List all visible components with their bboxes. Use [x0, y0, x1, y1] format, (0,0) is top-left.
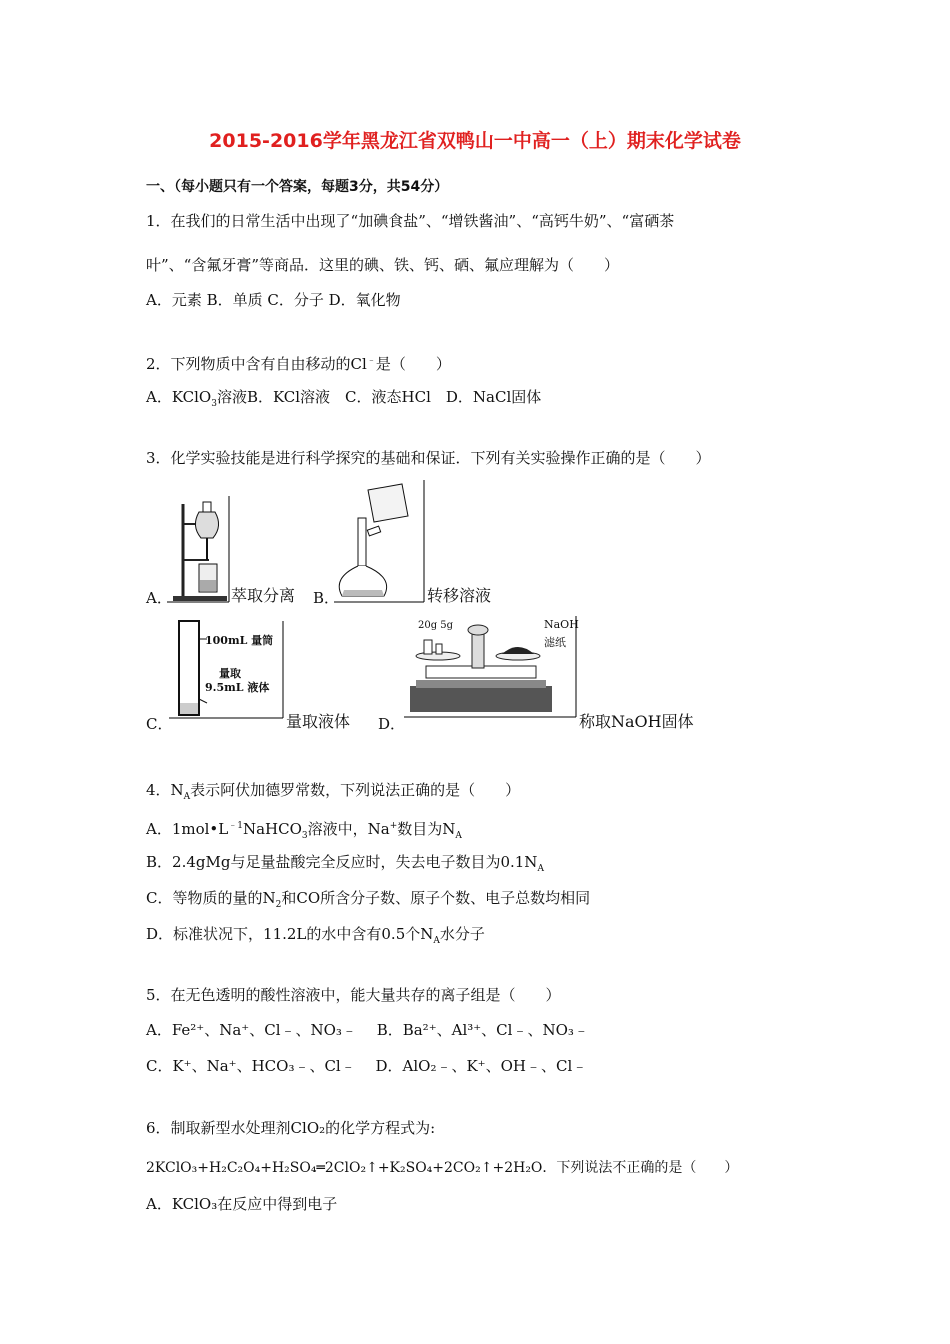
q3-option-c-text: 量取液体 — [286, 712, 351, 731]
balance-filter-paper-label: 滤纸 — [544, 636, 566, 649]
q3-stem: 3．化学实验技能是进行科学探究的基础和保证．下列有关实验操作正确的是（ ） — [146, 449, 711, 467]
section-heading: 一、（每小题只有一个答案，每题3分，共54分） — [146, 179, 449, 195]
q5-options-cd: C．K⁺、Na⁺、HCO₃﹣、Cl﹣ D．AlO₂﹣、K⁺、OH﹣、Cl﹣ — [146, 1057, 588, 1075]
q4-option-c: C．等物质的量的$N_2$和CO所含分子数、原子个数、电子总数均相同 — [146, 889, 591, 910]
q3-option-a-text: 萃取分离 — [231, 586, 296, 605]
balance-figure — [402, 614, 578, 718]
q1-stem-line1: 1．在我们的日常生活中出现了“加碘食盐”、“增铁酱油”、“高钙牛奶”、“富硒茶 — [146, 212, 675, 230]
volumetric-flask-figure — [332, 478, 426, 604]
q4-option-d: D．标准状况下，11.2L的水中含有0.5个$N_A$水分子 — [146, 925, 485, 946]
graduated-cylinder-figure — [167, 619, 285, 719]
q2-options: A．KClO$_3$溶液B．KCl溶液 C．液态HCl D．NaCl固体 — [146, 388, 542, 409]
q5-options-ab: A．Fe²⁺、Na⁺、Cl﹣、NO₃﹣ B．Ba²⁺、Al³⁺、Cl﹣、NO₃﹣ — [146, 1021, 589, 1039]
q4-stem: 4．$N_A$表示阿伏加德罗常数，下列说法正确的是（ ） — [146, 781, 521, 802]
q3-option-b-text: 转移溶液 — [427, 586, 492, 605]
q6-equation: 2KClO₃+H₂C₂O₄+H₂SO₄═2ClO₂↑+K₂SO₄+2CO₂↑+2H₂O．下列说法不正确的是（ ） — [146, 1160, 739, 1176]
q2-stem: 2．下列物质中含有自由移动的Cl﹣是（ ） — [146, 355, 451, 373]
q4-option-a: A．$1mol•L^{﹣1}NaHCO_3$溶液中，Na+数目为$N_A$ — [146, 820, 462, 841]
cylinder-label-volume: 100mL 量筒 — [205, 634, 274, 647]
balance-weights-label: 20g 5g — [418, 620, 454, 631]
q3-option-a-label: A． — [146, 589, 172, 607]
cylinder-label-amount: 9.5mL 液体 — [205, 681, 270, 694]
q6-option-a: A．KClO₃在反应中得到电子 — [146, 1195, 338, 1213]
balance-naoh-label: NaOH — [544, 618, 579, 631]
q3-option-c-label: C． — [146, 715, 173, 733]
q6-stem: 6．制取新型水处理剂ClO₂的化学方程式为: — [146, 1119, 436, 1137]
q4-option-b: B．2.4gMg与足量盐酸完全反应时，失去电子数目为$0.1N_A$ — [146, 853, 544, 874]
q1-stem-line2: 叶”、“含氟牙膏”等商品．这里的碘、铁、钙、硒、氟应理解为（ ） — [146, 256, 620, 274]
q3-option-b-label: B． — [313, 589, 340, 607]
cylinder-label-measure: 量取 — [219, 667, 241, 680]
separatory-funnel-figure — [165, 494, 231, 604]
exam-title: 2015-2016学年黑龙江省双鸭山一中高一（上）期末化学试卷 — [209, 130, 741, 152]
q3-option-d-text: 称取NaOH固体 — [579, 712, 694, 731]
q5-stem: 5．在无色透明的酸性溶液中，能大量共存的离子组是（ ） — [146, 986, 561, 1004]
q3-option-d-label: D． — [378, 715, 406, 733]
q1-options: A．元素 B．单质 C．分子 D．氧化物 — [146, 291, 401, 309]
